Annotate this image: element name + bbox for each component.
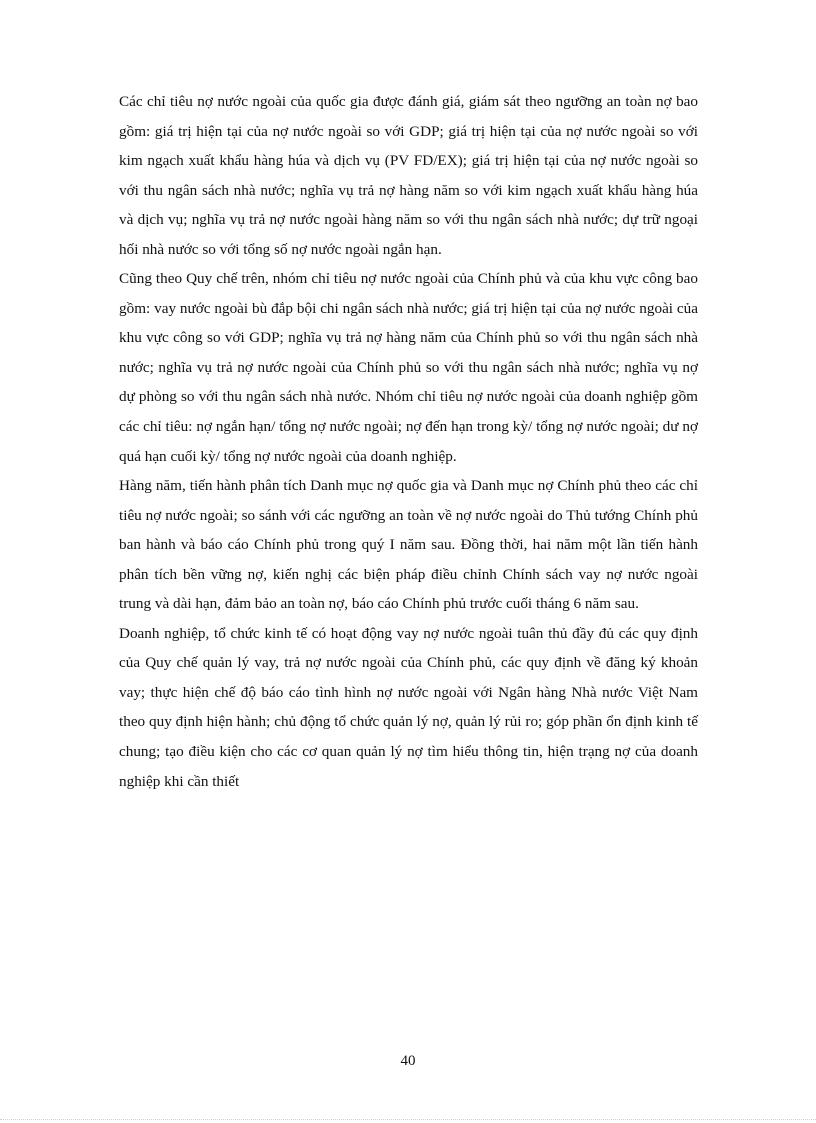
paragraph-4: Doanh nghiệp, tổ chức kinh tế có hoạt động vay nợ nước ngoài tuân thủ đầy đủ các quy định của Quy chế quản lý vay, trả nợ nước ngoài của Chính phủ, các quy định về đăng ký khoản vay; thực hiện chế độ báo cáo tình hình nợ nước ngoài với Ngân hàng Nhà nước Việt Nam theo quy định hiện hành; chủ động tổ chức quản lý nợ, quản lý rủi ro; góp phần ổn định kinh tế chung; tạo điều kiện cho các cơ quan quản lý nợ tìm hiểu thông tin, hiện trạng nợ của doanh nghiệp khi cần thiết [119,624,698,790]
paragraph-1: Các chỉ tiêu nợ nước ngoài của quốc gia được đánh giá, giám sát theo ngưỡng an toàn nợ bao gồm: giá trị hiện tại của nợ nước ngoài so với GDP; giá trị hiện tại của nợ nước ngoài so với kim ngạch xuất khẩu hàng húa và dịch vụ (PV FD/EX); giá trị hiện tại của nợ nước ngoài so với thu ngân sách nhà nước; nghĩa vụ trả nợ hàng năm so với kim ngạch xuất khẩu hàng húa và dịch vụ; nghĩa vụ trả nợ nước ngoài hàng năm so với thu ngân sách nhà nước; dự trữ ngoại hối nhà nước so với tổng số nợ nước ngoài ngắn hạn. [119,93,698,258]
body-text [119,87,698,796]
paragraph-2: Cũng theo Quy chế trên, nhóm chỉ tiêu nợ nước ngoài của Chính phủ và của khu vực công bao gồm: vay nước ngoài bù đắp bội chi ngân sách nhà nước; giá trị hiện tại của nợ nước ngoài của khu vực công so với GDP; nghĩa vụ trả nợ hàng năm của Chính phủ so với thu ngân sách nhà nước; nghĩa vụ trả nợ nước ngoài của Chính phủ so với thu ngân sách nhà nước; nghĩa vụ nợ dự phòng so với thu ngân sách nhà nước. Nhóm chỉ tiêu nợ nước ngoài của doanh nghiệp gồm các chỉ tiêu: nợ ngắn hạn/ tổng nợ nước ngoài; nợ đến hạn trong kỳ/ tổng nợ nước ngoài; dư nợ quá hạn cuối kỳ/ tổng nợ nước ngoài của doanh nghiệp. [119,270,698,465]
page-number: 40 [400,1053,416,1069]
paragraph-3: Hàng năm, tiến hành phân tích Danh mục nợ quốc gia và Danh mục nợ Chính phủ theo các chỉ tiêu nợ nước ngoài; so sánh với các ngưỡng an toàn về nợ nước ngoài do Thủ tướng Chính phủ ban hành và báo cáo Chính phủ trong quý I năm sau. Đồng thời, hai năm một lần tiến hành phân tích bền vững nợ, kiến nghị các biện pháp điều chỉnh Chính sách vay nợ nước ngoài trung và dài hạn, đảm bảo an toàn nợ, báo cáo Chính phủ trước cuối tháng 6 năm sau. [119,477,698,613]
page-bottom-divider [0,1119,816,1120]
